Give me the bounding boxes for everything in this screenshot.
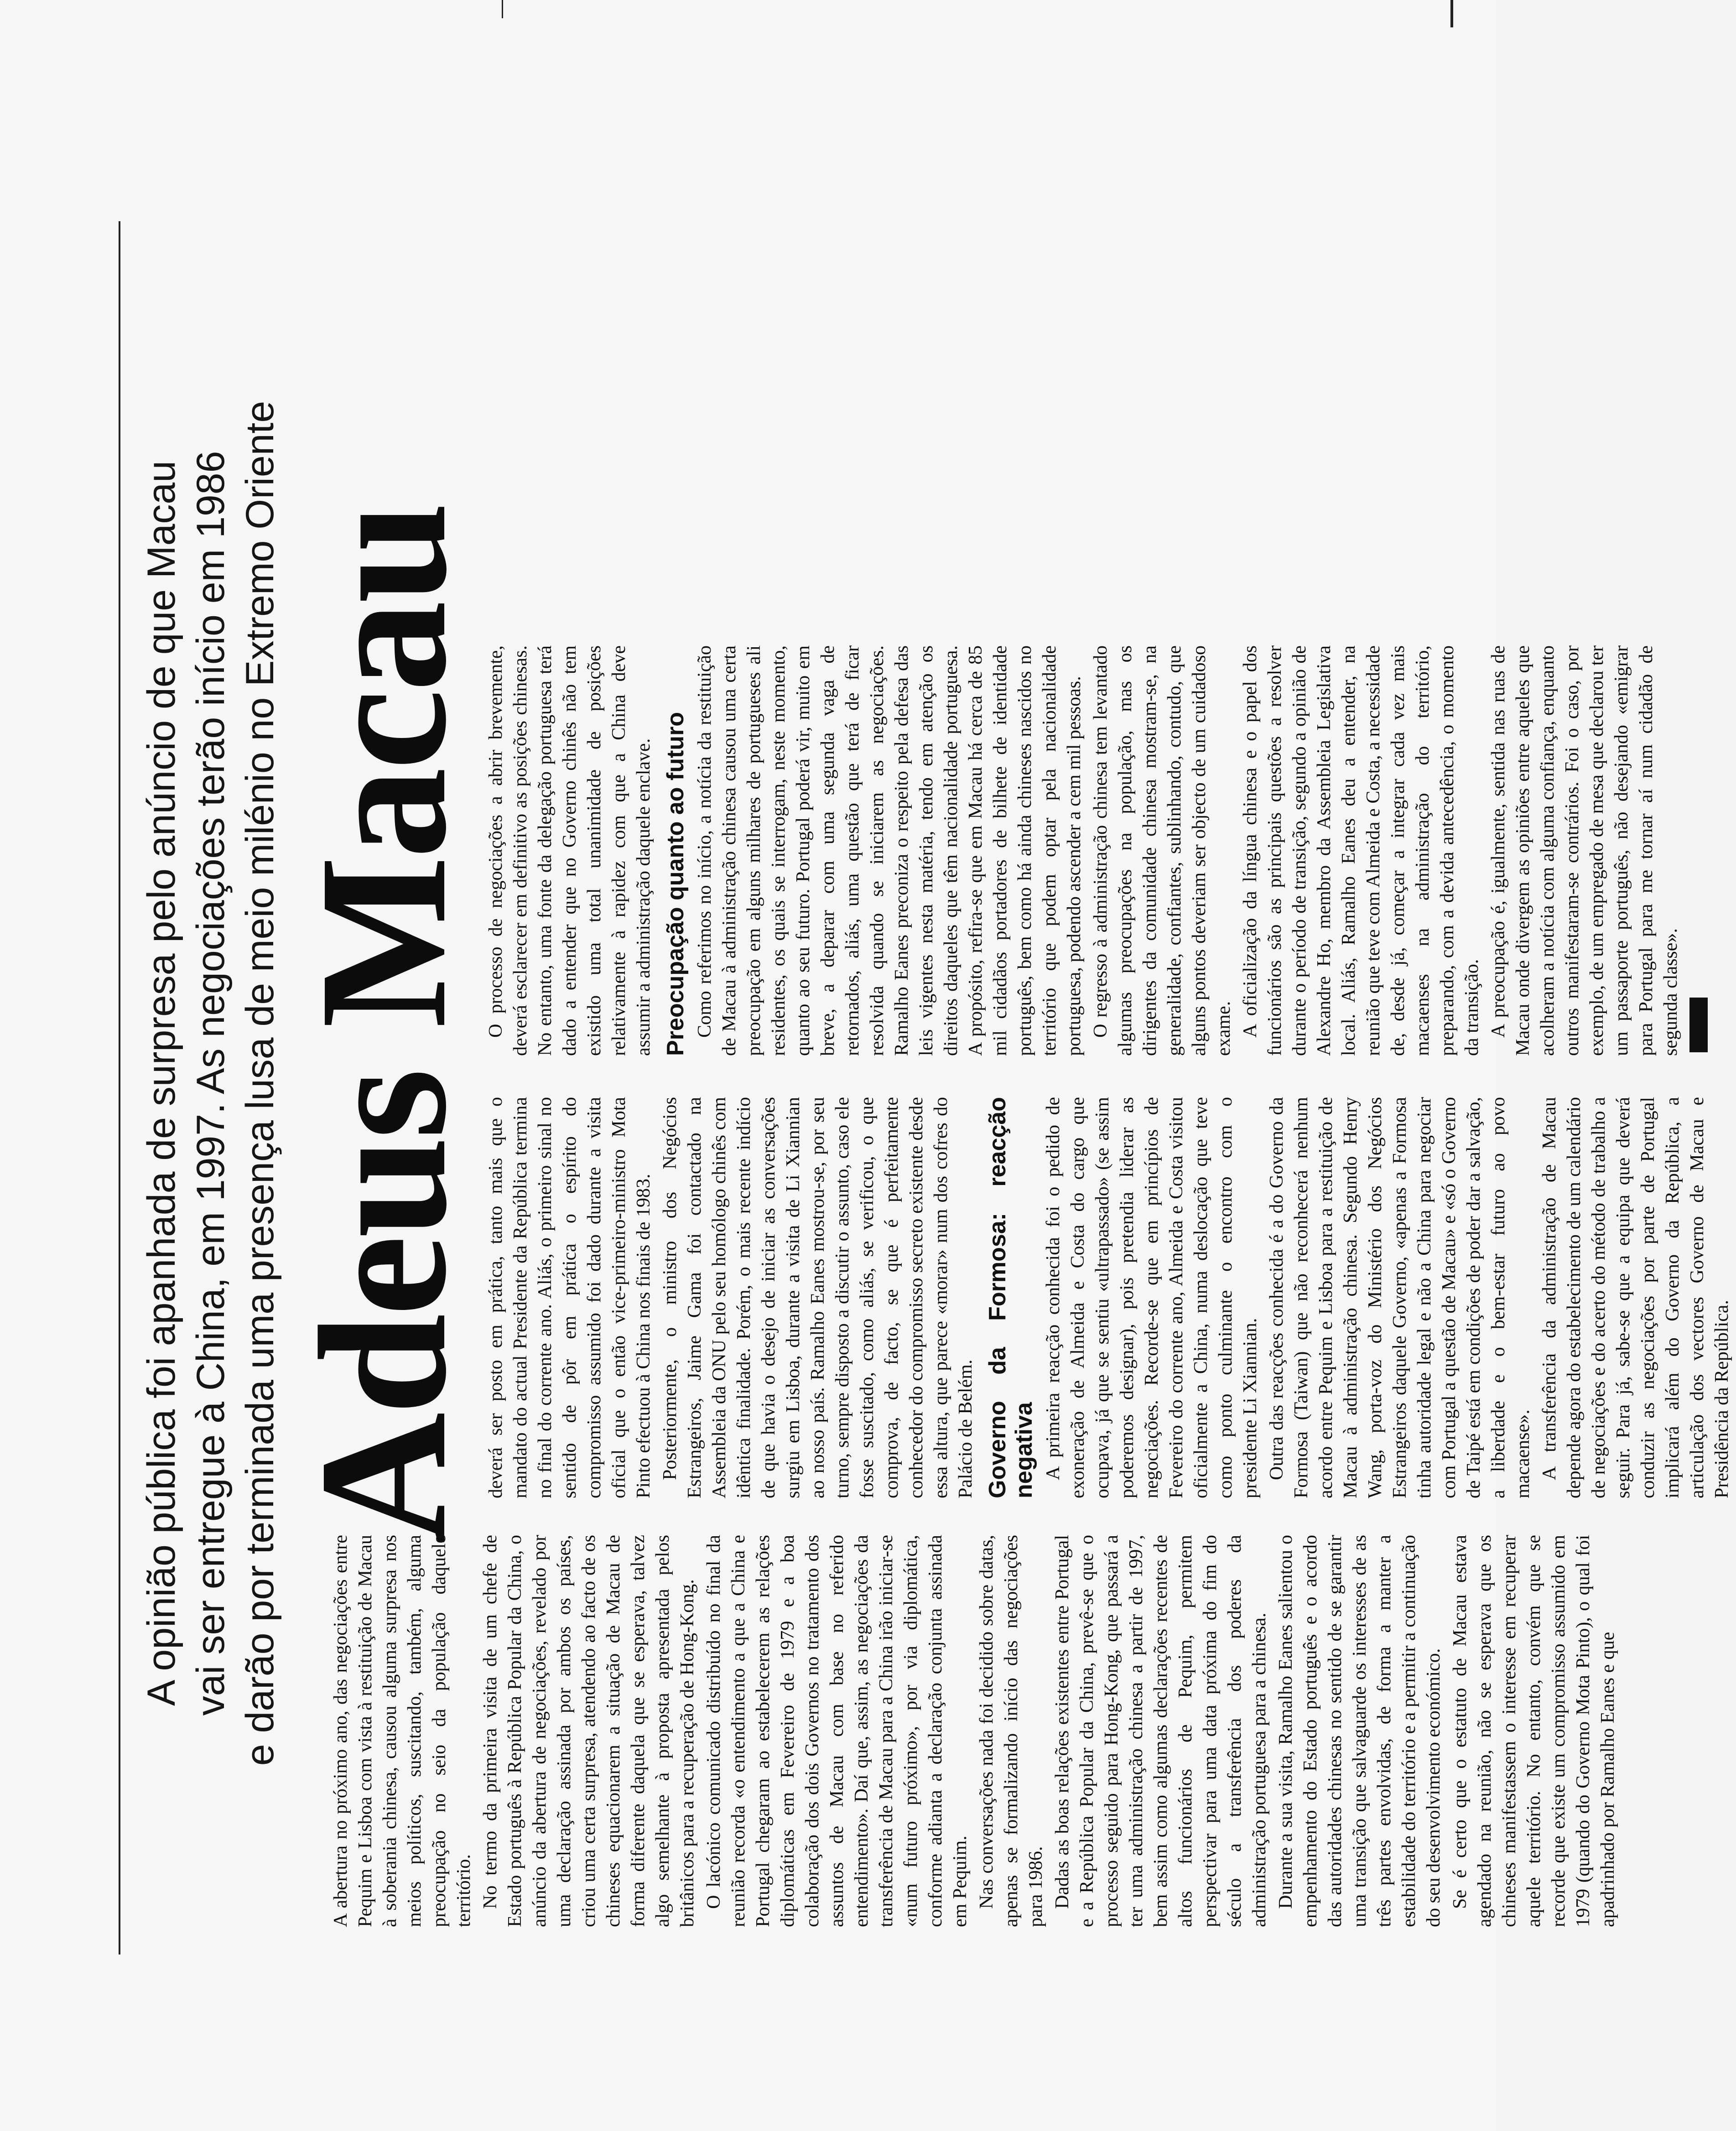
top-rule [119,221,120,1954]
paragraph: A preocupação é, igualmente, sentida nas ruas de Macau onde divergem as opiniões entre aqueles que acolheram a notícia com alguma confiança, enquanto outros manifestaram-se contrários. Foi o caso, por exemplo, de um empregado de mesa que declarou ter um passaporte português, não desejando «emigrar para Portugal para me tornar aí num cidadão de segunda classe». [1488,645,1681,1056]
paragraph: O processo de negociações a abrir brevemente, deverá esclarecer em definitivo as posições chinesas. No entanto, uma fonte da delegação portuguesa terá dado a entender que no Governo chinês não tem existido uma total unanimidade de posições relativamente à rapidez com que a China deve assumir a administração daquele enclave. [485,645,654,1056]
paragraph: Outra das reacções conhecida é a do Governo da Formosa (Taiwan) que não reconhecerá nenhum acordo entre Pequim e Lisboa para a restituição de Macau à administração chinesa. Segundo Henry Wang, porta-voz do Ministério dos Negócios Estrangeiros daquele Governo, «apenas a Formosa tinha autoridade legal e não a China para negociar com Portugal a questão de Macau» e «só o Governo de Taipé está em condições de poder dar a salvação, a liberdade e o bem-estar futuro ao povo macaense». [1266,1097,1533,1498]
paragraph: A abertura no próximo ano, das negociações entre Pequim e Lisboa com vista à restituição de Macau à soberania chinesa, causou alguma surpresa nos meios políticos, suscitando, também, alguma preocupação no seio da população daquele território. [330,1535,474,1927]
paragraph: Dadas as boas relações existentes entre Portugal e a República Popular da China, prevê-se que o processo seguido para Hong-Kong, que passará a ter uma administração chinesa a partir de 1997, bem assim como algumas declarações recentes de altos funcionários de Pequim, permitem perspectivar para uma data próxima do fim do século a transferência dos poderes da administração portuguesa para a chinesa. [1052,1535,1270,1927]
scan-artifact [1450,0,1453,27]
paragraph: Se é certo que o estatuto de Macau estava agendado na reunião, não se esperava que os chineses manifestassem o interesse em recuperar aquele território. No entanto, convém que se recorde que existe um compromisso assumido em 1979 (quando do Governo Mota Pinto), o qual foi apadrinhado por Ramalho Eanes e que [1450,1535,1618,1927]
section-heading: Preocupação quanto ao futuro [662,712,689,1056]
article-headline: Adeus Macau [282,504,484,1544]
paragraph: A oficialização da língua chinesa e o papel dos funcionários são as principais questões a resolver durante o período de transição, segundo a opinião de Alexandre Ho, membro da Assembleia Legislativa local. Aliás, Ramalho Eanes deu a entender, na reunião que teve com Almeida e Costa, a necessidade de, desde já, começar a integrar cada vez mais macaenses na administração do território, preparando, com a devida antecedência, o momento da transição. [1240,645,1482,1056]
end-of-article-mark [1689,998,1708,1052]
paragraph: Como referimos no início, a notícia da restituição de Macau à administração chinesa causou uma certa preocupação em alguns milhares de portugueses ali residentes, os quais se interrogam, neste momento, quanto ao seu futuro. Portugal poderá vir, muito em breve, a deparar com uma segunda vaga de retornados, aliás, uma questão que terá de ficar resolvida quando se iniciarem as negociações. Ramalho Eanes preconiza o respeito pela defesa das leis vigentes nesta matéria, tendo em atenção os direitos daqueles que têm nacionalidade portuguesa. A propósito, refira-se que em Macau há cerca de 85 mil cidadãos portadores de bilhete de identidade português, bem como há ainda chineses nascidos no território que podem optar pela nacionalidade portuguesa, podendo ascender a cem mil pessoas. [694,645,1085,1056]
article-subhead [137,239,285,1927]
scan-artifact [502,0,503,18]
text-column-2 [483,1097,1736,1498]
paragraph: O lacónico comunicado distribuído no final da reunião recorda «o entendimento a que a China e Portugal chegaram ao estabelecerem as relações diplomáticas em Fevereiro de 1979 e a boa colaboração dos dois Governos no tratamento dos assuntos de Macau com base no referido entendimento». Daí que, assim, as negociações da transferência de Macau para a China irão iniciar-se «num futuro próximo», por via diplomática, conforme adianta a declaração conjunta assinada em Pequim. [703,1535,971,1927]
paragraph: Posteriormente, o ministro dos Negócios Estrangeiros, Jaime Gama foi contactado na Assembleia da ONU pelo seu homólogo chinês com idêntica finalidade. Porém, o mais recente indício de que havia o desejo de iniciar as conversações surgiu em Lisboa, durante a visita de Li Xiannian ao nosso país. Ramalho Eanes mostrou-se, por seu turno, sempre disposto a discutir o assunto, caso ele fosse suscitado, como aliás, se verificou, o que comprova, de facto, se que é perfeitamente conhecedor do compromisso secreto existente desde essa altura, que parece «morar» num dos cofres do Palácio de Belém. [660,1097,976,1498]
text-column-1 [328,1535,1622,1927]
subhead-line: vai ser entregue à China, em 1997. As negociações terão início em 1986 [189,451,233,1716]
paragraph: No termo da primeira visita de um chefe de Estado português à República Popular da China, o anúncio da abertura de negociações, revelado por uma declaração assinada por ambos os países, criou uma certa surpresa, atendendo ao facto de os chineses equacionarem a situação de Macau de forma diferente daquela que se esperava, talvez algo semelhante à proposta apresentada pelos britânicos para a recuperação de Hong-Kong. [480,1535,698,1927]
text-column-3 [483,645,1710,1056]
paragraph: A transferência da administração de Macau depende agora do estabelecimento de um calendário de negociações e do acerto do método de trabalho a seguir. Para já, sabe-se que a equipa que deverá conduzir as negociações por parte de Portugal implicará além do Governo da República, a articulação dos vectores Governo de Macau e Presidência da República. [1539,1097,1732,1498]
newspaper-article [119,221,1732,1954]
paragraph: Nas conversações nada foi decidido sobre datas, apenas se formalizando início das negociações para 1986. [976,1535,1046,1927]
subhead-line: e darão por terminada uma presença lusa de meio milénio no Extremo Oriente [238,400,282,1766]
paragraph: deverá ser posto em prática, tanto mais que o mandato do actual Presidente da República termina no final do corrente ano. Aliás, o primeiro sinal no sentido de pôr em prática o espírito do compromisso assumido foi dado durante a visita oficial que o então vice-primeiro-ministro Mota Pinto efectuou à China nos finais de 1983. [485,1097,654,1498]
subhead-line: A opinião pública foi apanhada de surpresa pelo anúncio de que Macau [140,460,183,1706]
paragraph: Durante a sua visita, Ramalho Eanes salientou o empenhamento do Estado português e o acordo das autoridades chinesas no sentido de se garantir uma transição que salvaguarde os interesses de as três partes envolvidas, de forma a manter a estabilidade do território e a permitir a continuação do seu desenvolvimento económico. [1275,1535,1444,1927]
paragraph: A primeira reacção conhecida foi o pedido de exoneração de Almeida e Costa do cargo que ocupava, já que se sentiu «ultrapassado» (se assim poderemos designar), pois pretendia liderar as negociações. Recorde-se que em princípios de Fevereiro do corrente ano, Almeida e Costa visitou oficialmente a China, numa deslocação que teve como ponto culminante o encontro com o presidente Li Xiannian. [1043,1097,1261,1498]
paragraph: O regresso à administração chinesa tem levantado algumas preocupações na população, mas os dirigentes da comunidade chinesa mostram-se, na generalidade, confiantes, sublinhando, contudo, que alguns pontos deveriam ser objecto de um cuidadoso exame. [1090,645,1234,1056]
section-heading: Governo da Formosa: reacção negativa [984,1097,1037,1498]
